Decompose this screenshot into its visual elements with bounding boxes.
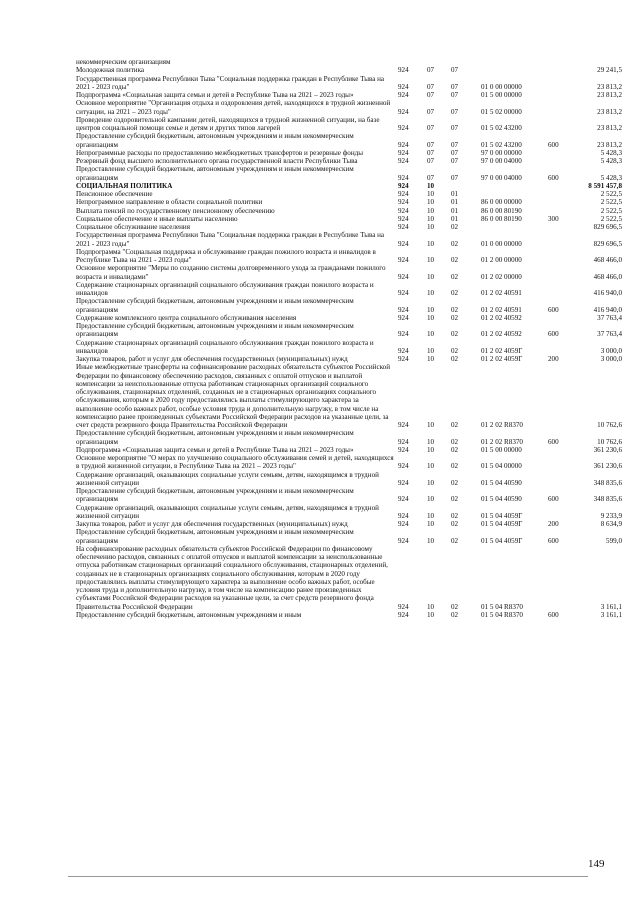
- expense-name-cell: Закупка товаров, работ и услуг для обеспечения государственных (муниципальных) нужд: [76, 355, 348, 363]
- subsection-code-cell: 02: [451, 602, 459, 611]
- subsection-code-cell: 02: [451, 511, 459, 520]
- subsection-code-cell: 02: [451, 478, 459, 487]
- expense-name-cell: Государственная программа Республики Тыва "Социальная поддержка граждан в Республике Тыва на 2021 - 2023 годы": [76, 231, 385, 248]
- expense-type-cell: 600: [548, 305, 559, 314]
- section-code-cell: 10: [427, 355, 435, 363]
- target-article-cell: 01 5 04 40590: [481, 495, 522, 504]
- table-row: [76, 165, 624, 182]
- expense-type-cell: 200: [548, 520, 559, 528]
- table-row: [76, 231, 624, 248]
- target-article-cell: 01 5 04 4059Г: [481, 511, 523, 520]
- target-article-cell: 01 5 02 43200: [481, 124, 522, 132]
- target-article-cell: 01 5 00 00000: [481, 445, 522, 454]
- amount-cell: 9 233,9: [600, 511, 622, 520]
- amount-cell: 348 835,6: [593, 478, 622, 487]
- amount-cell: 2 522,5: [600, 206, 622, 215]
- section-code-cell: 10: [427, 610, 435, 619]
- table-row: [76, 75, 624, 92]
- table-row: [76, 528, 624, 545]
- section-code-cell: 10: [427, 536, 435, 545]
- amount-cell: 416 940,0: [593, 289, 622, 297]
- ministry-code-cell: 924: [398, 140, 409, 149]
- ministry-code-cell: 924: [398, 602, 409, 611]
- ministry-code-cell: 924: [398, 206, 409, 215]
- ministry-code-cell: 924: [398, 330, 409, 339]
- expense-name-cell: Предоставление субсидий бюджетным, автономным учреждениям и иным некоммерческим организациям: [76, 132, 354, 149]
- section-code-cell: 07: [427, 148, 435, 157]
- subsection-code-cell: 02: [451, 495, 459, 504]
- amount-cell: 8 591 457,8: [588, 181, 622, 190]
- ministry-code-cell: 924: [398, 181, 409, 190]
- expense-name-cell: Подпрограмма «Социальная защита семьи и детей в Республике Тыва на 2021 – 2023 годы»: [76, 445, 354, 454]
- amount-cell: 5 428,3: [600, 148, 622, 157]
- subsection-code-cell: 07: [451, 157, 459, 165]
- ministry-code-cell: 924: [398, 305, 409, 314]
- expense-name-cell: Предоставление субсидий бюджетным, автономным учреждениям и иным некоммерческим организациям: [76, 528, 354, 545]
- section-code-cell: 10: [427, 478, 435, 487]
- ministry-code-cell: 924: [398, 190, 409, 198]
- ministry-code-cell: 924: [398, 610, 409, 619]
- subsection-code-cell: 02: [451, 256, 459, 264]
- section-code-cell: 07: [427, 124, 435, 132]
- target-article-cell: 97 0 00 04000: [481, 157, 522, 165]
- expense-name-cell: Предоставление субсидий бюджетным, автономным учреждениям и иным некоммерческим организациям: [76, 429, 354, 446]
- ministry-code-cell: 924: [398, 495, 409, 504]
- expense-type-cell: 200: [548, 355, 559, 363]
- subsection-code-cell: 01: [451, 214, 459, 223]
- target-article-cell: 01 2 00 00000: [481, 256, 522, 264]
- target-article-cell: 01 5 04 4059Г: [481, 520, 523, 528]
- amount-cell: 3 161,1: [600, 610, 622, 619]
- section-code-cell: 10: [427, 346, 435, 355]
- target-article-cell: 01 2 02 4059Г: [481, 346, 523, 355]
- amount-cell: 5 428,3: [600, 157, 622, 165]
- table-row: [76, 264, 624, 281]
- expense-type-cell: 600: [548, 610, 559, 619]
- amount-cell: 10 762,6: [597, 421, 622, 429]
- ministry-code-cell: 924: [398, 214, 409, 223]
- section-code-cell: 07: [427, 107, 435, 116]
- target-article-cell: 01 2 02 40591: [481, 305, 522, 314]
- expense-name-cell: Предоставление субсидий бюджетным, автономным учреждениям и иным некоммерческим организациям: [76, 322, 354, 339]
- table-row: [76, 198, 624, 206]
- ministry-code-cell: 924: [398, 66, 409, 75]
- target-article-cell: 97 0 00 00000: [481, 148, 522, 157]
- amount-cell: 23 813,2: [597, 107, 622, 116]
- subsection-code-cell: 07: [451, 66, 459, 75]
- amount-cell: 599,0: [606, 536, 622, 545]
- section-code-cell: 10: [427, 437, 435, 446]
- amount-cell: 8 634,9: [600, 520, 622, 528]
- ministry-code-cell: 924: [398, 107, 409, 116]
- amount-cell: 23 813,2: [597, 124, 622, 132]
- table-row: [76, 66, 624, 74]
- amount-cell: 361 230,6: [593, 445, 622, 454]
- target-article-cell: 01 2 02 R8370: [481, 437, 523, 446]
- table-row: [76, 545, 624, 611]
- expense-type-cell: 600: [548, 495, 559, 504]
- section-code-cell: 07: [427, 173, 435, 182]
- target-article-cell: 01 2 02 R8370: [481, 421, 523, 429]
- table-row: [76, 281, 624, 298]
- target-article-cell: 01 5 04 00000: [481, 462, 522, 471]
- table-row: [76, 149, 624, 157]
- section-code-cell: 10: [427, 181, 435, 190]
- ministry-code-cell: 924: [398, 462, 409, 471]
- table-row: [76, 58, 624, 66]
- ministry-code-cell: 924: [398, 256, 409, 264]
- expense-name-cell: Подпрограмма "Социальная поддержка и обслуживание граждан пожилого возраста и инвалидов в Республике Тыва на 2021 - 2023 годы": [76, 247, 376, 264]
- expense-name-cell: Проведение оздоровительной кампании детей, находящихся в трудной жизненной ситуации, на базе центров социальной помощи семье и детям и других типов лагерей: [76, 115, 380, 132]
- target-article-cell: 01 5 04 4059Г: [481, 536, 523, 545]
- section-code-cell: 07: [427, 157, 435, 165]
- expense-name-cell: Предоставление субсидий бюджетным, автономным учреждениям и иным некоммерческим организациям: [76, 487, 354, 504]
- target-article-cell: 01 2 02 00000: [481, 272, 522, 281]
- subsection-code-cell: 02: [451, 462, 459, 471]
- table-row: [76, 363, 624, 429]
- target-article-cell: 01 2 02 40591: [481, 289, 522, 297]
- budget-table: [76, 58, 624, 619]
- section-code-cell: 10: [427, 214, 435, 223]
- expense-name-cell: СОЦИАЛЬНАЯ ПОЛИТИКА: [76, 181, 173, 190]
- subsection-code-cell: 02: [451, 346, 459, 355]
- expense-name-cell: Молодежная политика: [76, 66, 145, 75]
- subsection-code-cell: 02: [451, 305, 459, 314]
- section-code-cell: 10: [427, 495, 435, 504]
- ministry-code-cell: 924: [398, 82, 409, 91]
- target-article-cell: 01 2 02 4059Г: [481, 355, 523, 363]
- ministry-code-cell: 924: [398, 511, 409, 520]
- amount-cell: 3 000,0: [600, 355, 622, 363]
- subsection-code-cell: 07: [451, 148, 459, 157]
- ministry-code-cell: 924: [398, 313, 409, 322]
- section-code-cell: 10: [427, 520, 435, 528]
- amount-cell: 23 813,2: [597, 91, 622, 99]
- target-article-cell: 01 0 00 00000: [481, 82, 522, 91]
- target-article-cell: 01 5 04 40590: [481, 478, 522, 487]
- subsection-code-cell: 07: [451, 107, 459, 116]
- subsection-code-cell: 07: [451, 82, 459, 91]
- table-row: [76, 91, 624, 99]
- expense-name-cell: Резервный фонд высшего исполнительного органа государственной власти Республики Тыва: [76, 157, 358, 165]
- subsection-code-cell: 02: [451, 520, 459, 528]
- target-article-cell: 01 5 04 R8370: [481, 602, 523, 611]
- table-row: [76, 339, 624, 356]
- table-row: [76, 487, 624, 504]
- subsection-code-cell: 02: [451, 437, 459, 446]
- target-article-cell: 97 0 00 04000: [481, 173, 522, 182]
- ministry-code-cell: 924: [398, 239, 409, 248]
- amount-cell: 3 000,0: [600, 346, 622, 355]
- expense-type-cell: 600: [548, 330, 559, 339]
- amount-cell: 361 230,6: [593, 462, 622, 471]
- subsection-code-cell: 07: [451, 124, 459, 132]
- table-row: [76, 157, 624, 165]
- amount-cell: 829 696,5: [593, 239, 622, 248]
- expense-name-cell: Предоставление субсидий бюджетным, автономным учреждениям и иным: [76, 610, 302, 619]
- subsection-code-cell: 02: [451, 223, 459, 231]
- table-row: [76, 520, 624, 528]
- expense-type-cell: 600: [548, 173, 559, 182]
- subsection-code-cell: 02: [451, 313, 459, 322]
- section-code-cell: 10: [427, 445, 435, 454]
- subsection-code-cell: 02: [451, 445, 459, 454]
- subsection-code-cell: 02: [451, 610, 459, 619]
- target-article-cell: 01 5 02 43200: [481, 140, 522, 149]
- expense-name-cell: Содержание организаций, оказывающих социальные услуги семьям, детям, находящимся в трудной жизненной ситуации: [76, 503, 379, 520]
- table-row: [76, 207, 624, 215]
- expense-type-cell: 600: [548, 437, 559, 446]
- expense-name-cell: Подпрограмма «Социальная защита семьи и детей в Республике Тыва на 2021 – 2023 годы»: [76, 91, 354, 99]
- ministry-code-cell: 924: [398, 124, 409, 132]
- expense-name-cell: Содержание организаций, оказывающих социальные услуги семьям, детям, находящимся в трудной жизненной ситуации: [76, 470, 379, 487]
- section-code-cell: 07: [427, 82, 435, 91]
- amount-cell: 23 813,2: [597, 140, 622, 149]
- expense-name-cell: Социальное обслуживание населения: [76, 223, 190, 231]
- subsection-code-cell: 07: [451, 173, 459, 182]
- expense-name-cell: Основное мероприятие "Организация отдыха и оздоровления детей, находящихся в трудной жизненной ситуации, на 2021 – 2023 годы": [76, 99, 391, 116]
- table-row: [76, 504, 624, 521]
- section-code-cell: 07: [427, 66, 435, 75]
- section-code-cell: 10: [427, 305, 435, 314]
- expense-name-cell: Предоставление субсидий бюджетным, автономным учреждениям и иным некоммерческим организациям: [76, 165, 354, 182]
- table-row: [76, 215, 624, 223]
- expense-name-cell: Основное мероприятие "Меры по созданию системы долговременного ухода за гражданами пожилого возраста и инвалидами": [76, 264, 386, 281]
- table-row: [76, 297, 624, 314]
- amount-cell: 5 428,3: [600, 173, 622, 182]
- expense-name-cell: Содержание стационарных организаций социального обслуживания граждан пожилого возраста и инвалидов: [76, 280, 374, 297]
- table-row: [76, 446, 624, 454]
- page-number: 149: [588, 858, 605, 870]
- amount-cell: 348 835,6: [593, 495, 622, 504]
- ministry-code-cell: 924: [398, 445, 409, 454]
- ministry-code-cell: 924: [398, 272, 409, 281]
- section-code-cell: 10: [427, 313, 435, 322]
- amount-cell: 2 522,5: [600, 214, 622, 223]
- ministry-code-cell: 924: [398, 437, 409, 446]
- ministry-code-cell: 924: [398, 91, 409, 99]
- table-row: [76, 223, 624, 231]
- ministry-code-cell: 924: [398, 198, 409, 207]
- subsection-code-cell: 02: [451, 355, 459, 363]
- section-code-cell: 10: [427, 206, 435, 215]
- amount-cell: 37 763,4: [597, 313, 622, 322]
- section-code-cell: 10: [427, 330, 435, 339]
- expense-name-cell: Государственная программа Республики Тыва "Социальная поддержка граждан в Республике Тыва на 2021 - 2023 годы": [76, 74, 385, 91]
- ministry-code-cell: 924: [398, 421, 409, 429]
- target-article-cell: 86 0 00 80190: [481, 206, 522, 215]
- amount-cell: 468 466,0: [593, 272, 622, 281]
- expense-name-cell: На софинансирование расходных обязательств субъектов Российской Федерации по финансовому обеспечению расходов, связанных с оплатой отпусков и выплатой компенсации за неиспользованные отпуска работникам стационарных организаций социального обслуживания, стационарных отделений, созданных не в стационарных организациях социального обслуживания, которым в 2020 году предоставлялись выплаты стимулирующего характера за выполнение особо важных работ, особые условия труда и дополнительную нагрузку, в том числе на компенсацию ранее произведенных субъектами Российской Федерации расходов на указанные цели, за счет средств резервного фонда Правительства Российской Федерации: [76, 544, 388, 611]
- target-article-cell: 01 5 00 00000: [481, 91, 522, 99]
- table-row: [76, 611, 624, 619]
- section-code-cell: 10: [427, 462, 435, 471]
- subsection-code-cell: 02: [451, 330, 459, 339]
- section-code-cell: 10: [427, 289, 435, 297]
- subsection-code-cell: 07: [451, 140, 459, 149]
- amount-cell: 416 940,0: [593, 305, 622, 314]
- ministry-code-cell: 924: [398, 289, 409, 297]
- expense-type-cell: 600: [548, 536, 559, 545]
- amount-cell: 23 813,2: [597, 82, 622, 91]
- expense-name-cell: Иные межбюджетные трансферты на софинансирование расходных обязательств субъектов Российской Федерации по финансовому обеспечению расходов, связанных с оплатой отпусков и выплатой компенсации за неиспользованные отпуска работникам стационарных организаций социального обслуживания, стационарных отделений, созданных не в стационарных организациях социального обслуживания, которым в 2020 году предоставлялись выплаты стимулирующего характера за выполнение особо важных работ, особые условия труда и дополнительную нагрузку, в том числе на компенсацию ранее произведенных субъектами Российской Федерации расходов на указанные цели, за счет средств резервного фонда Правительства Российской Федерации: [76, 363, 391, 429]
- section-code-cell: 10: [427, 239, 435, 248]
- amount-cell: 37 763,4: [597, 330, 622, 339]
- amount-cell: 29 241,5: [597, 66, 622, 75]
- table-row: [76, 429, 624, 446]
- target-article-cell: 86 0 00 80190: [481, 214, 522, 223]
- expense-name-cell: Содержание стационарных организаций социального обслуживания граждан пожилого возраста и инвалидов: [76, 338, 374, 355]
- subsection-code-cell: 02: [451, 536, 459, 545]
- ministry-code-cell: 924: [398, 173, 409, 182]
- table-row: [76, 116, 624, 133]
- amount-cell: 10 762,6: [597, 437, 622, 446]
- target-article-cell: 01 5 04 R8370: [481, 610, 523, 619]
- target-article-cell: 01 0 00 00000: [481, 239, 522, 248]
- amount-cell: 829 696,5: [593, 223, 622, 231]
- expense-name-cell: Непрограммные расходы по предоставлению межбюджетных трансфертов и резервные фонды: [76, 148, 364, 157]
- target-article-cell: 01 2 02 40592: [481, 313, 522, 322]
- expense-type-cell: 600: [548, 140, 559, 149]
- section-code-cell: 10: [427, 190, 435, 198]
- table-row: [76, 190, 624, 198]
- section-code-cell: 10: [427, 602, 435, 611]
- expense-name-cell: Пенсионное обеспечение: [76, 190, 153, 198]
- table-row: [76, 99, 624, 116]
- section-code-cell: 07: [427, 140, 435, 149]
- section-code-cell: 10: [427, 198, 435, 207]
- ministry-code-cell: 924: [398, 346, 409, 355]
- table-row: [76, 248, 624, 265]
- expense-name-cell: Закупка товаров, работ и услуг для обеспечения государственных (муниципальных) нужд: [76, 520, 348, 528]
- table-row: [76, 132, 624, 149]
- table-row: [76, 471, 624, 488]
- target-article-cell: 01 2 02 40592: [481, 330, 522, 339]
- expense-name-cell: Непрограммное направление в области социальной политики: [76, 198, 263, 207]
- expense-name-cell: Социальное обеспечение и иные выплаты населению: [76, 214, 238, 223]
- subsection-code-cell: 02: [451, 272, 459, 281]
- amount-cell: 2 522,5: [600, 198, 622, 207]
- section-code-cell: 10: [427, 511, 435, 520]
- subsection-code-cell: 01: [451, 190, 459, 198]
- section-code-cell: 10: [427, 421, 435, 429]
- table-row: [76, 182, 624, 190]
- table-row: [76, 322, 624, 339]
- ministry-code-cell: 924: [398, 223, 409, 231]
- table-row: [76, 454, 624, 471]
- ministry-code-cell: 924: [398, 148, 409, 157]
- section-code-cell: 10: [427, 223, 435, 231]
- subsection-code-cell: 02: [451, 421, 459, 429]
- ministry-code-cell: 924: [398, 520, 409, 528]
- subsection-code-cell: 01: [451, 198, 459, 207]
- amount-cell: 2 522,5: [600, 190, 622, 198]
- ministry-code-cell: 924: [398, 536, 409, 545]
- subsection-code-cell: 07: [451, 91, 459, 99]
- expense-type-cell: 300: [548, 214, 559, 223]
- expense-name-cell: Основное мероприятие "О мерах по улучшению социального обслуживания семей и детей, находящихся в трудной жизненной ситуации, в Республике Тыва на 2021 – 2023 годы": [76, 454, 394, 471]
- ministry-code-cell: 924: [398, 478, 409, 487]
- expense-name-cell: Предоставление субсидий бюджетным, автономным учреждениям и иным некоммерческим организациям: [76, 297, 354, 314]
- amount-cell: 468 466,0: [593, 256, 622, 264]
- section-code-cell: 10: [427, 272, 435, 281]
- amount-cell: 3 161,1: [600, 602, 622, 611]
- footer-rule: [68, 876, 588, 877]
- table-row: [76, 355, 624, 363]
- expense-name-cell: Выплата пенсий по государственному пенсионному обеспечению: [76, 206, 275, 215]
- target-article-cell: 86 0 00 00000: [481, 198, 522, 207]
- subsection-code-cell: 02: [451, 289, 459, 297]
- section-code-cell: 10: [427, 256, 435, 264]
- expense-name-cell: Содержание комплексного центра социального обслуживания населения: [76, 313, 297, 322]
- target-article-cell: 01 5 02 00000: [481, 107, 522, 116]
- section-code-cell: 07: [427, 91, 435, 99]
- ministry-code-cell: 924: [398, 355, 409, 363]
- table-row: [76, 314, 624, 322]
- ministry-code-cell: 924: [398, 157, 409, 165]
- expense-name-cell: некоммерческим организациям: [76, 58, 171, 66]
- subsection-code-cell: 01: [451, 206, 459, 215]
- subsection-code-cell: 02: [451, 239, 459, 248]
